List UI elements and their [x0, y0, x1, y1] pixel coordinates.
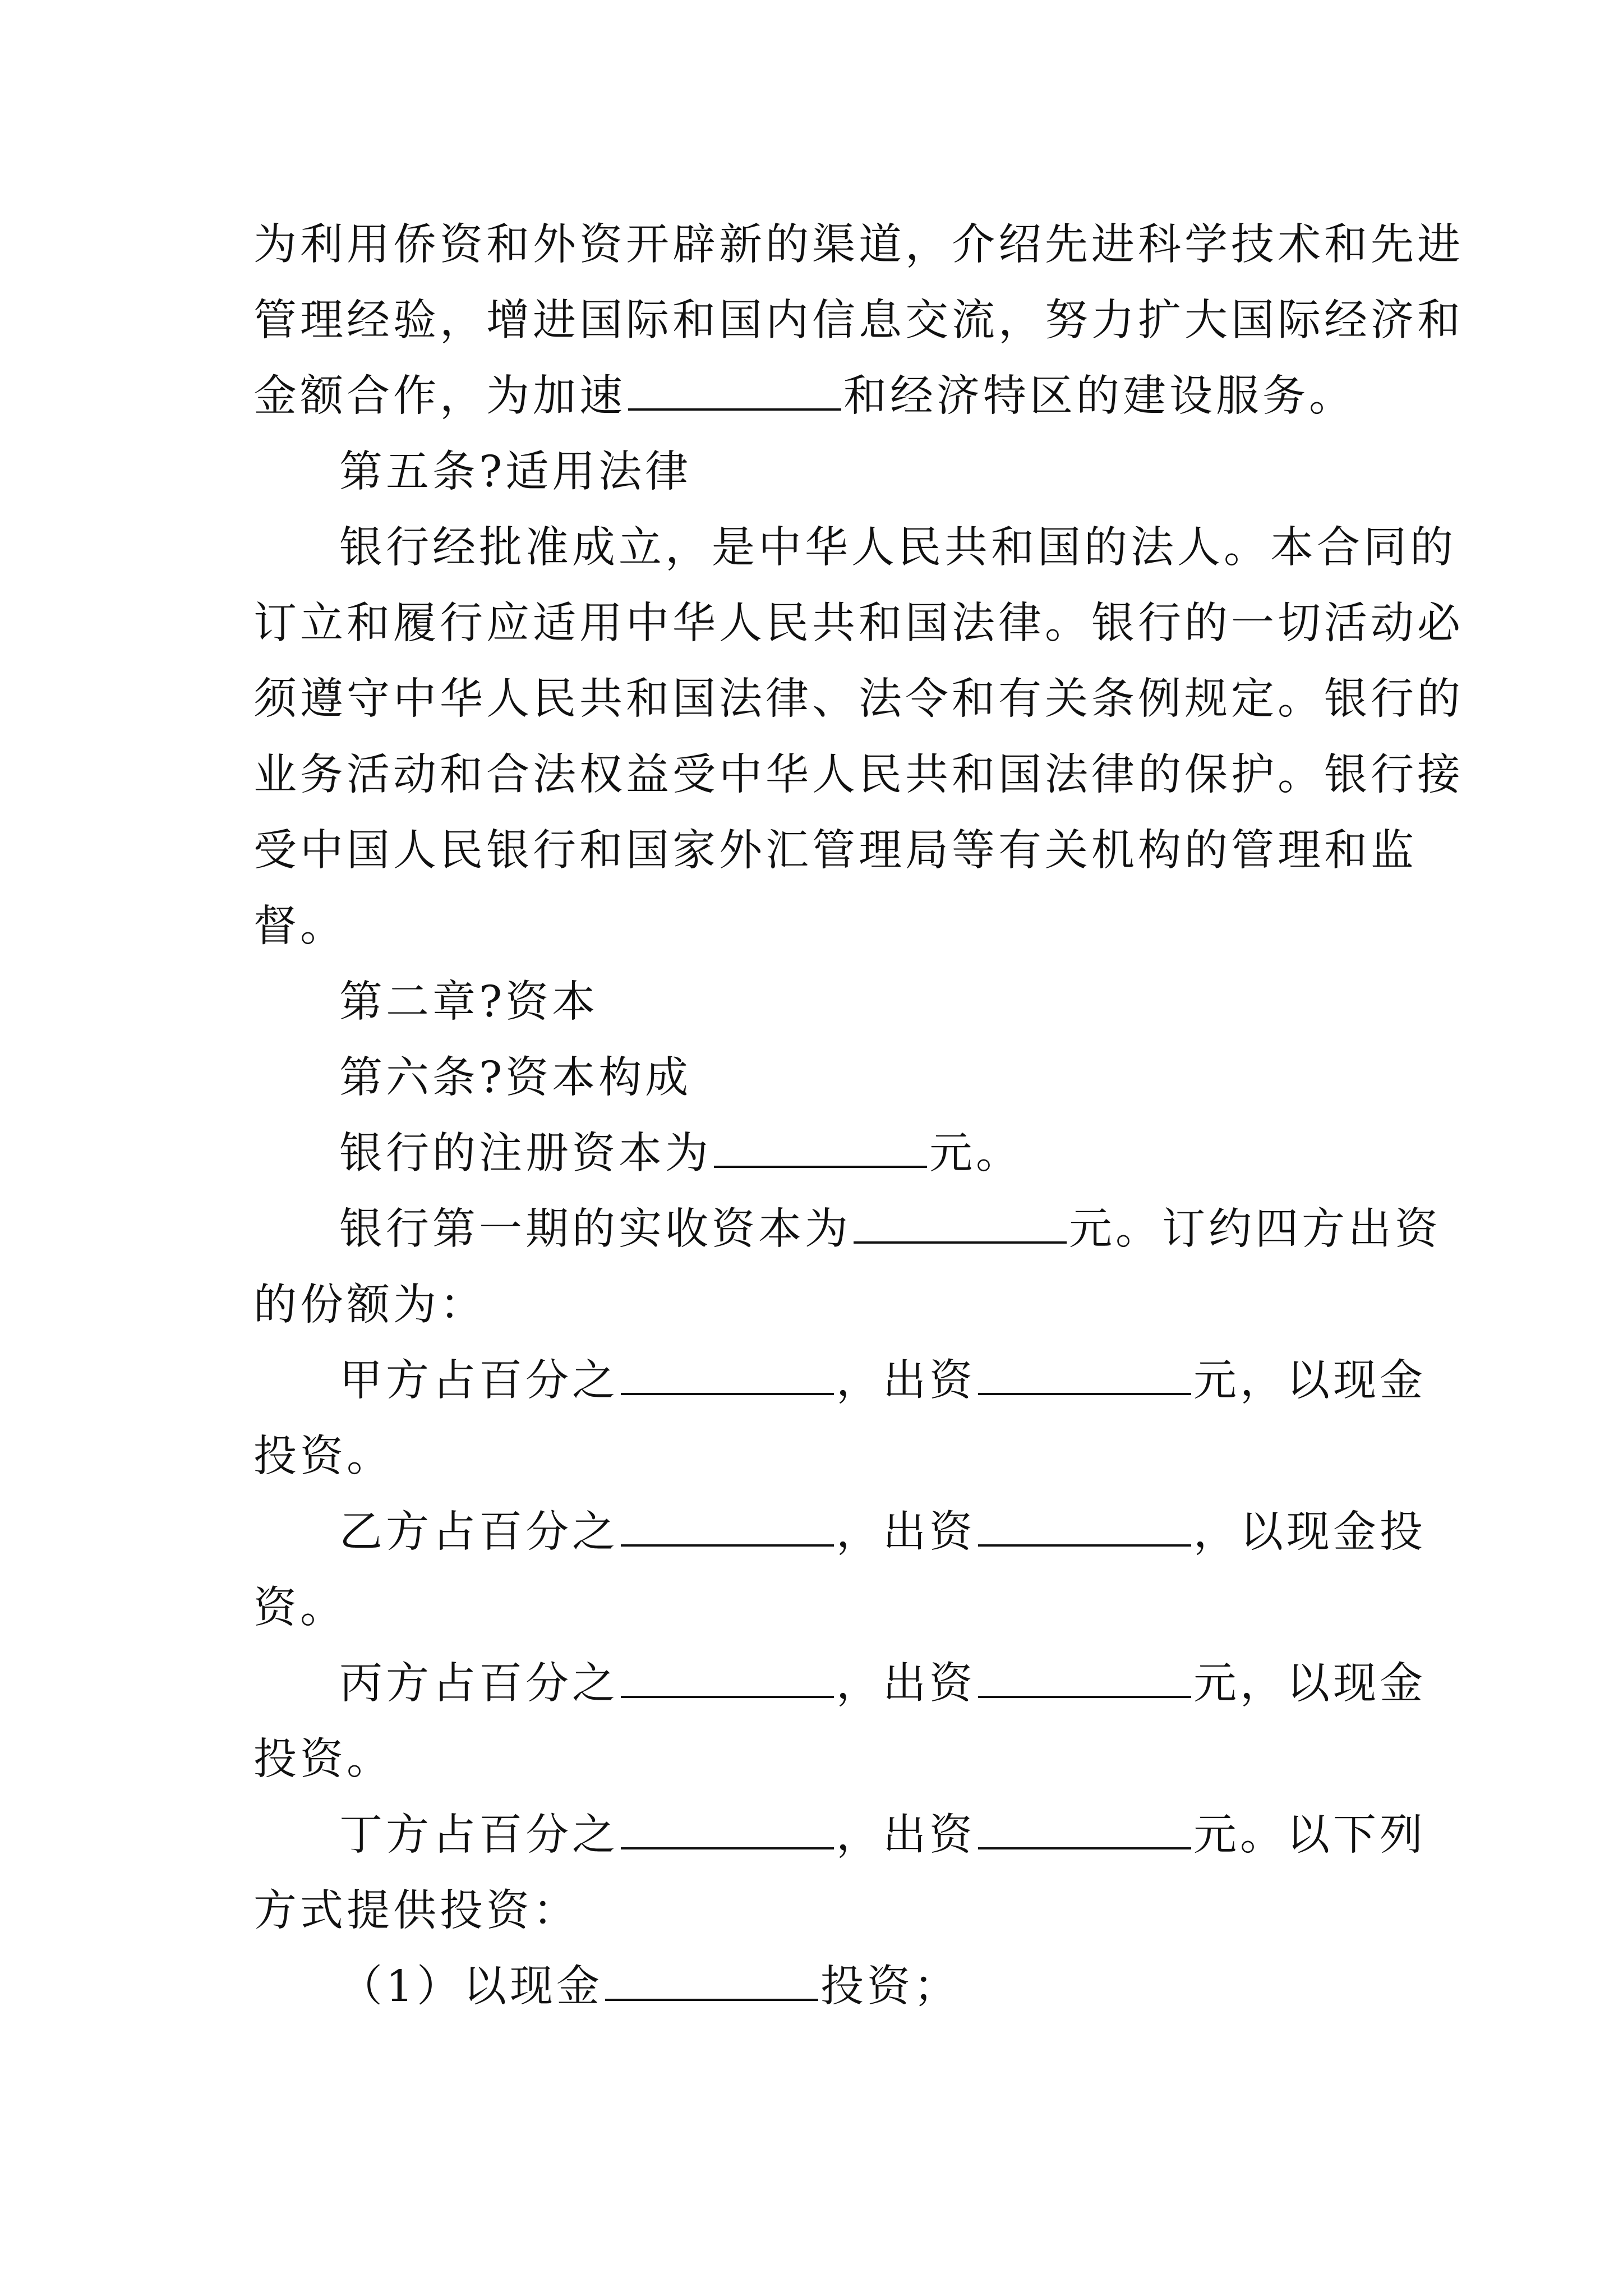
fill-in-blank — [621, 1541, 834, 1547]
paragraph-line — [339, 1810, 1426, 1860]
paragraph-line — [253, 826, 1417, 876]
paragraph-line — [339, 1507, 1426, 1557]
text: ，出资 — [836, 1810, 976, 1860]
text: 金额合作，为加速 — [253, 371, 626, 421]
paragraph-line — [253, 1734, 1386, 1784]
text: ，以现金投 — [1193, 1507, 1426, 1557]
text: 银行第一期的实收资本为 — [339, 1204, 851, 1254]
text: 丙方占百分之 — [339, 1659, 619, 1709]
paragraph-line — [339, 1356, 1426, 1406]
text: 元。订约四方出资 — [1069, 1204, 1441, 1254]
text: 投资。 — [253, 1432, 393, 1481]
text: 元。以下列 — [1193, 1810, 1426, 1860]
text: 方式提供投资： — [253, 1886, 579, 1936]
text: 投资。 — [253, 1734, 393, 1784]
paragraph-line — [253, 674, 1464, 724]
paragraph-line — [339, 1659, 1426, 1709]
fill-in-blank — [978, 1844, 1191, 1849]
heading-text: 第五条?适用法律 — [339, 447, 692, 497]
paragraph-line — [253, 1280, 1386, 1330]
fill-in-blank — [978, 1692, 1191, 1698]
paragraph-line — [253, 371, 1386, 421]
article-heading — [339, 447, 1386, 497]
fill-in-blank — [978, 1389, 1191, 1395]
fill-in-blank — [628, 405, 841, 411]
text: 须遵守中华人民共和国法律、法令和有关条例规定。银行的 — [253, 674, 1464, 724]
text: 乙方占百分之 — [339, 1507, 619, 1557]
list-item — [339, 1962, 1472, 2012]
fill-in-blank — [714, 1162, 927, 1168]
chapter-heading — [339, 977, 1386, 1027]
heading-text: 第六条?资本构成 — [339, 1053, 692, 1103]
text: 元，以现金 — [1193, 1659, 1426, 1709]
text: 甲方占百分之 — [339, 1356, 619, 1406]
text: 业务活动和合法权益受中华人民共和国法律的保护。银行接 — [253, 750, 1464, 800]
text: 为利用侨资和外资开辟新的渠道，介绍先进科学技术和先进 — [253, 220, 1464, 270]
text: ，出资 — [836, 1356, 976, 1406]
fill-in-blank — [605, 1995, 818, 2001]
text: 受中国人民银行和国家外汇管理局等有关机构的管理和监 — [253, 826, 1417, 876]
fill-in-blank — [978, 1541, 1191, 1547]
paragraph-line — [339, 1204, 1441, 1254]
heading-text: 第二章?资本 — [339, 977, 599, 1027]
paragraph-line — [253, 220, 1464, 270]
text: 元。 — [929, 1129, 1022, 1179]
text: 投资； — [820, 1962, 960, 2012]
text: 的份额为： — [253, 1280, 486, 1330]
text: 和经济特区的建设服务。 — [843, 371, 1355, 421]
text: 管理经验，增进国际和国内信息交流，努力扩大国际经济和 — [253, 296, 1464, 346]
paragraph-line — [253, 296, 1464, 346]
paragraph-line — [253, 599, 1464, 648]
fill-in-blank — [854, 1238, 1067, 1244]
fill-in-blank — [621, 1844, 834, 1849]
text: 丁方占百分之 — [339, 1810, 619, 1860]
article-heading — [339, 1053, 1386, 1103]
paragraph-line — [253, 1583, 1386, 1633]
text: ，出资 — [836, 1659, 976, 1709]
text: 元，以现金 — [1193, 1356, 1426, 1406]
text: 督。 — [253, 901, 347, 951]
text: 银行的注册资本为 — [339, 1129, 712, 1179]
text: 订立和履行应适用中华人民共和国法律。银行的一切活动必 — [253, 599, 1464, 648]
paragraph-line — [253, 750, 1464, 800]
text: （1）以现金 — [339, 1962, 603, 2012]
paragraph-line — [253, 1886, 1386, 1936]
fill-in-blank — [621, 1692, 834, 1698]
paragraph-line — [339, 523, 1456, 573]
paragraph-line — [253, 1432, 1386, 1481]
fill-in-blank — [621, 1389, 834, 1395]
text: ，出资 — [836, 1507, 976, 1557]
paragraph-line — [339, 1129, 1386, 1179]
text: 资。 — [253, 1583, 347, 1633]
paragraph-line — [253, 901, 1386, 951]
text: 银行经批准成立，是中华人民共和国的法人。本合同的 — [339, 523, 1456, 573]
